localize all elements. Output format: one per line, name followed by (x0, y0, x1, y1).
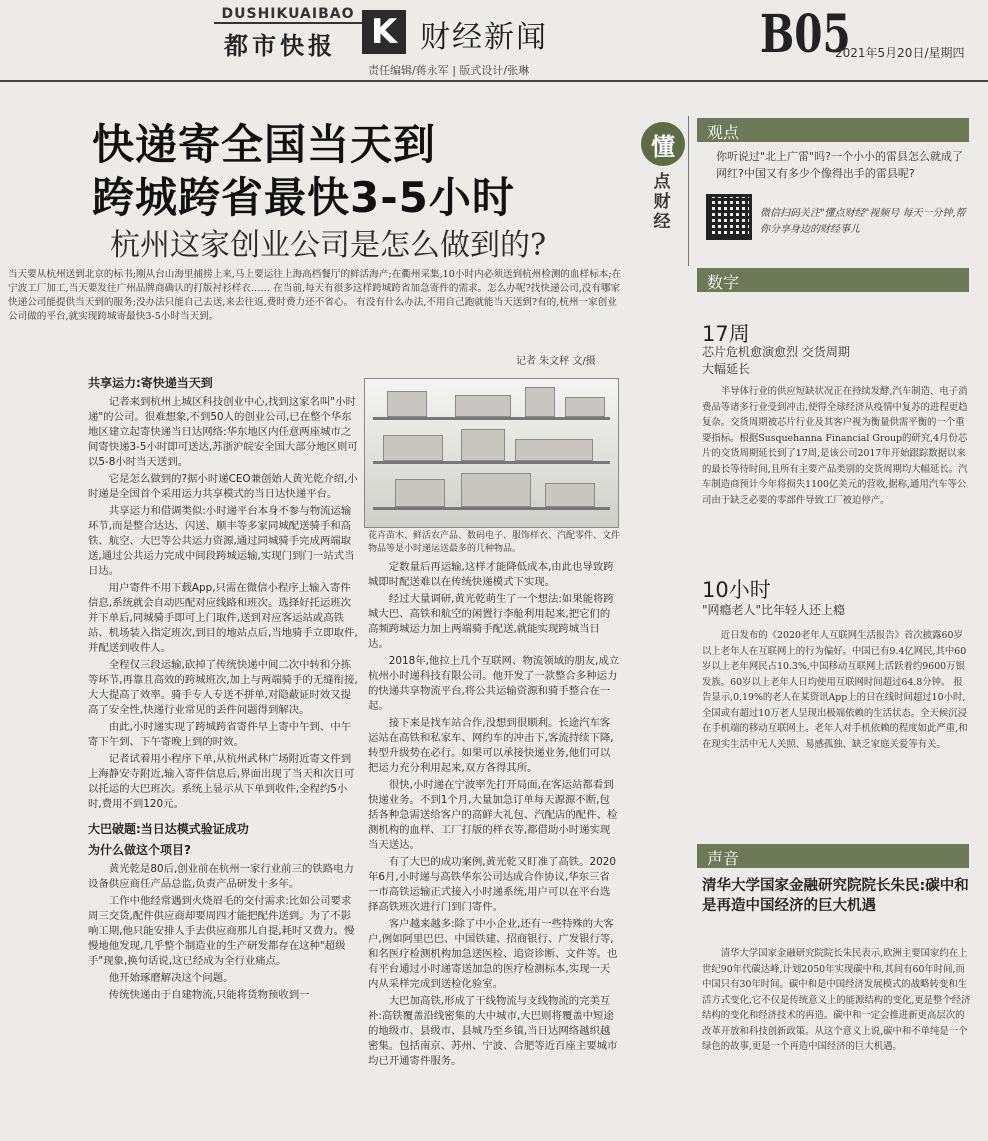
headline-line-2: 跨城跨省最快3-5小时 (92, 173, 515, 222)
article-column-left (88, 372, 358, 1132)
article-lead: 当天要从杭州送到北京的标书;刚从台山海里捕捞上来,马上要运往上海高档餐厅的鲜活海产;在衢州采集,10小时内必须送到杭州检测的血样标本;在宁波工厂加工,当天要发往广州品牌商确认的打版衬衫样衣…… 在当前,每天有很多这样跨城跨省加急寄件的需求。怎么办呢?找快递公司,没有哪家快递公司能提供当天到的服务;没办法只能自己去送,来去往返,费时费力还不省心。 有没有什么办法,不用自己跑就能当天送到?有的,杭州一家创业公司做的平台,就实现跨城寄最快3-5小时当天到。 (8, 269, 622, 322)
subheadline: 杭州这家创业公司是怎么做到的? (110, 228, 547, 263)
opinion-header: 观点 (697, 118, 969, 142)
paragraph: 共享运力和借调类似:小时递平台本身不参与物流运输环节,而是整合达达、闪送、顺丰等多家同城配送骑手和高铁、航空、大巴等公共运力资源,通过同城骑手完成两端取送,通过公共运力完成中间段跨城运输,实现门到门一站式当日达。 (88, 505, 355, 577)
paragraph: 传统快递由于自建物流,只能将货物预收到一 (108, 989, 310, 1001)
paragraph: 记者来到杭州上城区科技创业中心,找到这家名叫"小时递"的公司。很难想象,不到50人的创业公司,已在整个华东地区建立起寄快递当日达网络:华东地区内任意两座城市之间寄快递3-5小时即可送达,苏浙沪皖安全国大部分地区则可以5-8小时当天送到。 (88, 396, 358, 468)
section-heading: 共享运力:寄快递当天到 (88, 376, 213, 390)
page-number: B05 (760, 4, 851, 65)
editor-credits: 责任编辑/蒋永军 | 版式设计/张琳 (368, 64, 530, 77)
shelf (373, 417, 610, 420)
paragraph: 由此,小时递实现了跨城跨省寄件早上寄中午到、中午寄下午到、下午寄晚上到的时效。 (88, 721, 352, 748)
shelf (373, 507, 610, 510)
qr-caption: 微信扫码关注"懂点财经"视频号 每天一分钟,帮你分享身边的财经事儿 (760, 208, 966, 235)
paragraph: 很快,小时递在宁波率先打开局面,在客运站都看到快递业务。不到1个月,大量加急订单每天源源不断,包括各种急需送给客户的高鲜大礼包、汽配店的配件、检测机构的血样、工厂打版的样衣等,都借助小时递实现当天送达。 (368, 779, 618, 851)
masthead-rule (0, 80, 988, 82)
parcel-box (383, 435, 443, 461)
paragraph: 工作中他经常遇到火烧眉毛的交付需求:比如公司要求周三交货,配件供应商却要周四才能把配件送到。为了不影响工期,他只能安排人手去供应商那儿自提,耗时又费力。慢慢地他发现,几乎整个制造业的生产研发都存在这种"超级手"现象,换句话说,这已经成为全行业痛点。 (88, 895, 355, 967)
opinion-text: 你听说过"北上广雷"吗?一个小小的雷县怎么就成了网红?中国又有多少个像得出手的雷县呢? (716, 150, 963, 180)
stat-value: 10小时 (702, 578, 771, 602)
parcel-box (515, 439, 593, 461)
parcel-box (455, 395, 511, 417)
brand-english: DUSHIKUAIBAO (214, 6, 362, 24)
stat-body: 近日发布的《2020老年人互联网生活报告》首次披露60岁以上老年人在互联网上的行为偏好。中国已有9.4亿网民,其中60岁以上老年网民占10.3%,中国移动互联网上活跃着约9600万银发族。60岁以上老年人日均使用互联网时间超过64.8分钟。 报告显示,0.19%的老人在某资讯App上的日在线时间超过10小时,全国或有超过10万老人呈现出极端依赖的生活状态。全天候沉浸在手机端的移动互联网上。老年人对手机依赖的程度如此严重,和在现实生活中无人关照、易感孤独、缺乏家庭关爱等有关。 (702, 630, 968, 750)
numbers-header: 数字 (697, 268, 969, 292)
paragraph: 大巴加高铁,形成了干线物流与支线物流的完美互补:高铁覆盖沿线密集的大中城市,大巴则将覆盖中短途的地级市、县级市、县城乃至乡镇,当日达网络越织越密集。包括南京、苏州、宁波、合肥等近百座主要城市均已开通寄件服务。 (368, 995, 618, 1067)
section-heading: 大巴破题:当日达模式验证成功 (88, 822, 249, 836)
stat-subtitle: 芯片危机愈演愈烈 交货周期大幅延长 (702, 345, 850, 376)
paragraph: 2018年,他拉上几个互联网、物流领域的朋友,成立杭州小时递科技有限公司。他开发了一款整合多种运力的快递共享物流平台,将公共运输资源和骑手整合在一起。 (368, 655, 620, 712)
parcel-box (387, 391, 427, 417)
parcel-box (565, 397, 605, 417)
section-subheading: 为什么做这个项目? (88, 843, 191, 857)
sidebar-divider (688, 116, 689, 266)
stat-value: 17周 (702, 322, 750, 346)
voice-header: 声音 (697, 844, 969, 868)
stat-subtitle: "网瘾老人"比年轻人还上瘾 (702, 603, 846, 617)
paragraph: 客户越来越多:除了中小企业,还有一些特殊的大客户,例如阿里巴巴、中国铁建、招商银行、广发银行等,和名医疗检测机构加急送医检、追资诊断、文件等。也有平台通过小时递寄送加急的医疗检测标本,实现一天内从采样完成到送检化验室。 (368, 918, 618, 990)
qr-code-icon (706, 194, 752, 240)
warehouse-photo (364, 378, 619, 528)
parcel-box (545, 483, 595, 507)
paragraph: 定数量后再运输,这样才能降低成本,由此也导致跨城即时配送难以在传统快递模式下实现。 (368, 561, 614, 588)
photo-caption: 花卉苗木、鲜活农产品、数码电子、服饰样衣、汽配零件、文件物品等是小时递运送最多的几种物品。 (368, 531, 621, 554)
article-column-middle (368, 560, 620, 1130)
paragraph: 他开始琢磨解决这个问题。 (108, 972, 234, 984)
parcel-box (395, 479, 445, 507)
paragraph: 黄光乾是80后,创业前在杭州一家行业前三的铁路电力设备供应商任产品总监,负责产品研发十多年。 (88, 863, 354, 890)
paragraph: 全程仅三段运输,砍掉了传统快递中间二次中转和分拣等环节,再靠且高效的跨城班次,加上与两端骑手的无缝衔接,大大提高了效率。骑手专人专送不拼单,对隐蔽证时效又提高了安全性,快递行业常见的丢件问题得到解决。 (88, 659, 358, 716)
column-vertical-title: 点财经 (653, 172, 671, 232)
voice-body: 清华大学国家金融研究院院长朱民表示,欧洲主要国家约在上世纪90年代碳达峰,计划2050年实现碳中和,其间有60年时间,而中国只有30年时间。碳中和是中国经济发展模式的战略转变和生活方式变化,它不仅是传统意义上的能源结构的变化,更是整个经济结构的变化和经济技术的再造。碳中和一定会推进新更高层次的改革开放和科技创新政策。从这个意义上说,碳中和不单纯是一个绿色的故事,更是一个再造中国经济的巨大机遇。 (702, 948, 971, 1052)
shelf (373, 461, 610, 464)
brand-chinese: 都市快报 (224, 32, 336, 60)
headline-line-1: 快递寄全国当天到 (92, 120, 437, 169)
paragraph: 接下来是找车站合作,没想到很顺利。长途汽车客运站在高铁和私家车、网约车的冲击下,客流持续下降,转型升级势在必行。如果可以承接快递业务,他们可以把运力充分利用起来,双方各得其所。 (368, 717, 614, 774)
paragraph: 记者试着用小程序下单,从杭州武林广场附近寄文件到上海静安寺附近,输入寄件信息后,界面出现了当天和次日可以托运的大巴班次。系统上显示从下单到收件,全程约5小时,费用不到120元。 (88, 753, 355, 810)
paragraph: 它是怎么做到的?据小时递CEO兼创始人黄光乾介绍,小时递是全国首个采用运力共享模式的当日达快递平台。 (88, 473, 358, 500)
paragraph: 用户寄件不用下载App,只需在微信小程序上输入寄件信息,系统就会自动匹配对应线路和班次。选择好托运班次并下单后,同城骑手即可上门取件,送到对应客运站或高铁站、机场装入指定班次,到目的地站点后,当地骑手立即取件,并配送到收件人。 (88, 582, 358, 654)
masthead (0, 0, 988, 82)
issue-date: 2021年5月20日/星期四 (835, 46, 965, 60)
voice-title: 清华大学国家金融研究院院长朱民:碳中和是再造中国经济的巨大机遇 (702, 878, 969, 914)
parcel-box (525, 387, 555, 417)
byline: 记者 朱文秤 文/摄 (516, 356, 596, 367)
section-name: 财经新闻 (420, 20, 548, 55)
paragraph: 经过大量调研,黄光乾萌生了一个想法:如果能将跨城大巴、高铁和航空的闲置行李舱利用起来,把它们的高频跨城运力加上两端骑手配送,就能实现跨城当日达。 (368, 593, 614, 650)
parcel-box (461, 473, 531, 507)
paragraph: 有了大巴的成功案例,黄光乾又盯准了高铁。2020年6月,小时递与高铁华东公司达成合作协议,华东三省一市高铁运输正式接入小时递系统,用户可以在平台选择高铁班次进行门到门寄件。 (368, 856, 616, 913)
dong-badge-icon: 懂 (641, 122, 685, 166)
parcel-box (461, 429, 505, 461)
stat-body: 半导体行业的供应短缺状况正在持续发酵,汽车制造、电子消费品等诸多行业受到冲击,使得全球经济从疫情中复苏的进程更趋复杂。交货周期被芯片行业及其客户视为衡量供需平衡的一个重要指标。根据Susquehanna Financial Group的研究,4月份芯片的交货周期延长到了17周,是该公司2017年开始跟踪数据以来的最长等待时间,且所有主要产品类别的交货周期均大幅延长。汽车制造商预计今年将损失1100亿美元的营收,据称,通用汽车等公司由于缺乏必要的零部件导致工厂被迫停产。 (702, 386, 968, 506)
k-logo-icon: K (362, 10, 406, 54)
